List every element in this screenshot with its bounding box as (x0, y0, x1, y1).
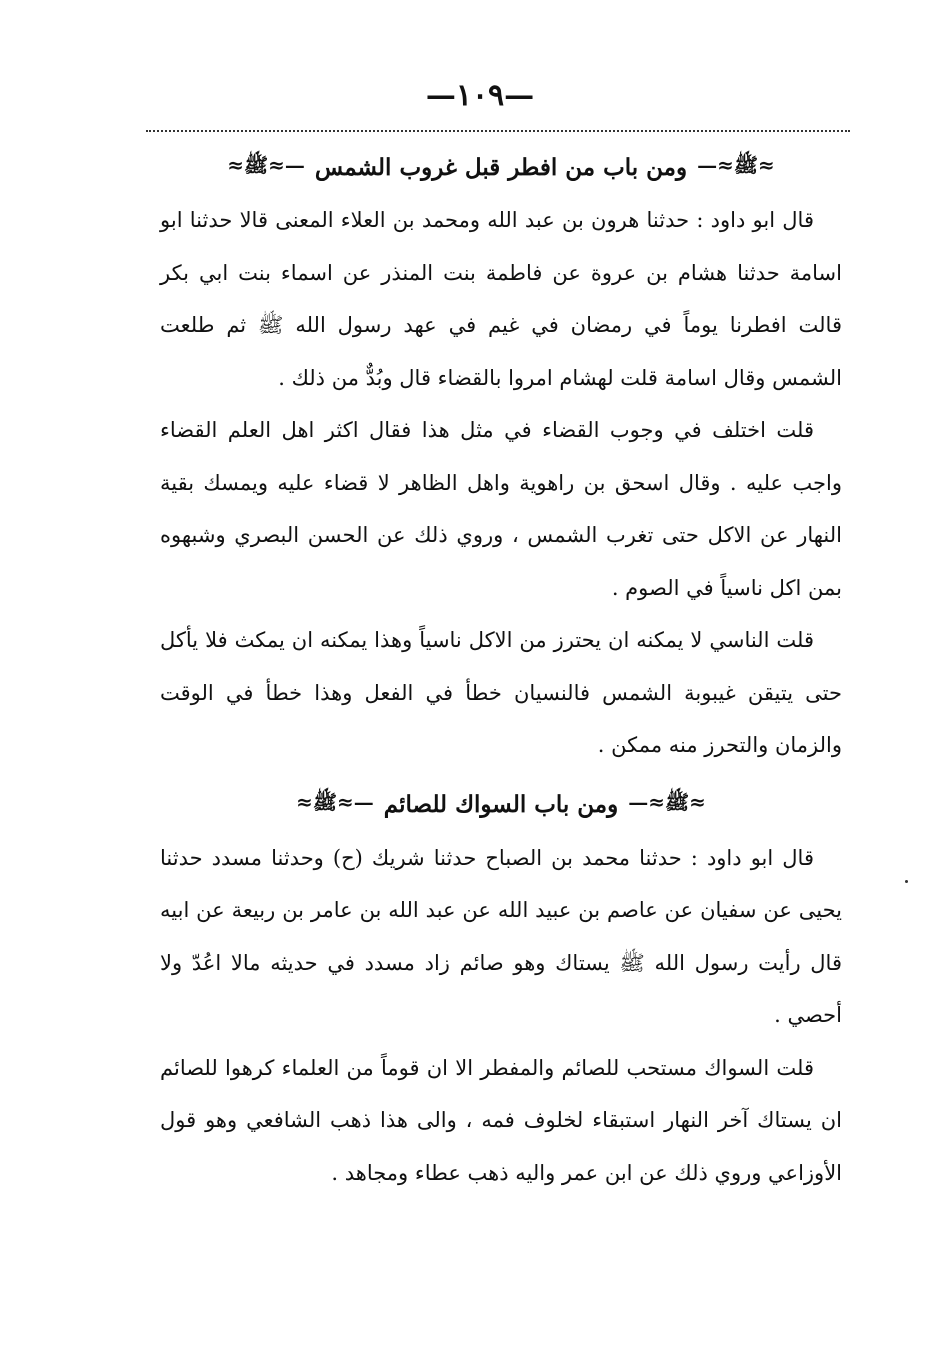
heading-ornament-right: ≈ﷺ≈— (628, 790, 706, 814)
paragraph: قال ابو داود : حدثنا هرون بن عبد الله ومحمد بن العلاء المعنى قالا حدثنا ابو اسامة حدثنا هشام بن عروة عن فاطمة بنت المنذر عن اسماء بنت ابي بكر قالت افطرنا يوماً في رمضان في غيم في عهد رسول الله ﷺ ثم طلعت الشمس وقال اسامة قلت لهشام امروا بالقضاء قال وبُدٌّ من ذلك . (160, 208, 842, 390)
paragraph: قلت اختلف في وجوب القضاء في مثل هذا فقال اكثر اهل العلم القضاء واجب عليه . وقال اسحق بن راهوية واهل الظاهر لا قضاء عليه ويمسك بقية النهار عن الاكل حتى تغرب الشمس ، وروي ذلك عن الحسن البصري وشبهوه بمن اكل ناسياً في الصوم . (160, 418, 842, 600)
section-title: ومن باب من افطر قبل غروب الشمس (314, 153, 688, 181)
paragraph: قال ابو داود : حدثنا محمد بن الصباح حدثنا شريك (ح) وحدثنا مسدد حدثنا يحيى عن سفيان عن عاصم بن عبيد الله عن عبد الله بن عامر بن ربيعة عن ابيه قال رأيت رسول الله ﷺ يستاك وهو صائم زاد مسدد في حديثه مالا اعُدّ ولا أحصي . (160, 845, 842, 1027)
section-heading-siwak (160, 778, 842, 832)
scan-speck (905, 880, 908, 883)
heading-ornament-right: ≈ﷺ≈— (697, 152, 775, 177)
section-heading-fasting-break (160, 140, 842, 194)
paragraph: قلت السواك مستحب للصائم والمفطر الا ان قوماً من العلماء كرهوا للصائم ان يستاك آخر النهار استبقاء لخلوف فمه ، والى هذا ذهب الشافعي وهو قول الأوزاعي وروي ذلك عن ابن عمر واليه ذهب عطاء ومجاهد . (160, 1055, 842, 1185)
section-title: ومن باب السواك للصائم (383, 791, 619, 818)
heading-ornament-left: —≈ﷺ≈ (227, 152, 305, 177)
heading-ornament-left: —≈ﷺ≈ (296, 790, 374, 814)
header-dotted-rule (146, 130, 850, 132)
page-content (160, 140, 842, 1199)
paragraph: قلت الناسي لا يمكنه ان يحترز من الاكل ناسياً وهذا يمكنه ان يمكث فلا يأكل حتى يتيقن غيبوبة الشمس فالنسيان خطأ في الفعل وهذا خطأ في الوقت والزمان والتحرز منه ممكن . (160, 628, 842, 757)
page-number: —١٠٩— (425, 78, 535, 113)
